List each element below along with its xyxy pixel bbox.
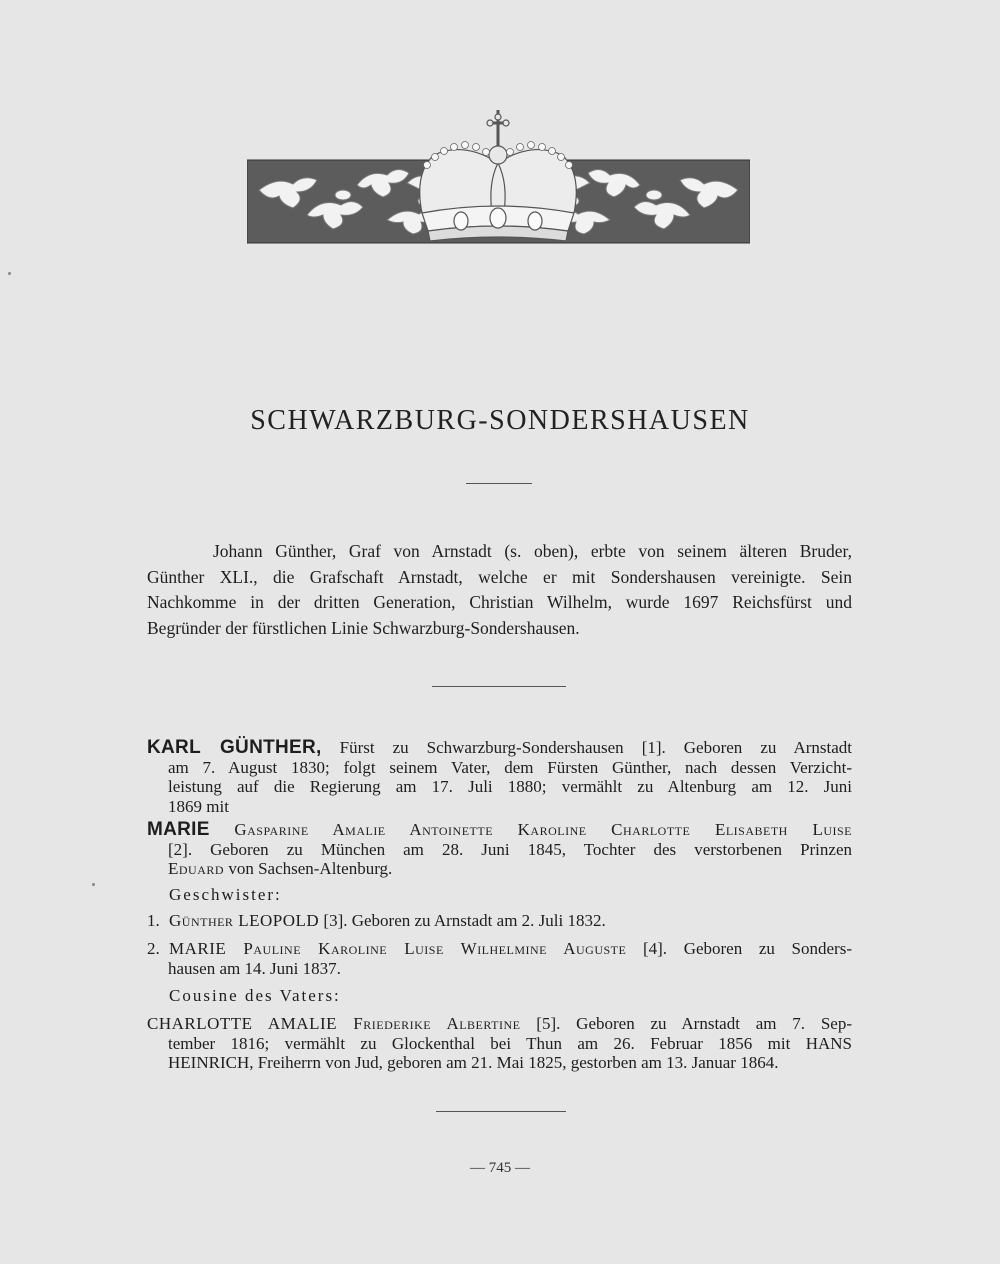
cousin-heading: Cousine des Vaters:: [169, 986, 341, 1005]
title-divider: [466, 483, 532, 484]
page-title: SCHWARZBURG-SONDERSHAUSEN: [250, 405, 750, 436]
entry-text: [2]. Geboren zu München am 28. Juni 1845, Tochter des verstorbenen Prinzen: [168, 839, 852, 859]
entry-text: Fürst zu Schwarzburg-Sondershausen [1]. Geboren zu Arnstadt: [321, 738, 852, 757]
intro-line: Günther XLI., die Grafschaft Arnstadt, welche er mit Sondershausen vereinigte. Sein: [147, 566, 852, 587]
entry-text: Pauline Karoline Luise Wilhelmine Auguste: [226, 939, 627, 958]
entry-charlotte-amalie: [147, 1014, 852, 1073]
entry-name: CHARLOTTE AMALIE: [147, 1014, 338, 1033]
entry-text: 1869 mit: [168, 796, 229, 816]
entry-marie: [147, 820, 852, 879]
entry-text: Eduard: [168, 859, 225, 878]
entry-text: [5]. Geboren zu Arnstadt am 7. Sep-: [520, 1014, 853, 1033]
intro-line: Nachkomme in der dritten Generation, Christian Wilhelm, wurde 1697 Reichsfürst und: [147, 592, 852, 612]
entry-text: [4]. Geboren zu Sonders-: [626, 939, 852, 958]
entry-text: Günther: [169, 911, 234, 930]
intro-line: Johann Günther, Graf von Arnstadt (s. oben), erbte von seinem älteren Bruder,: [213, 541, 852, 561]
paper-speck: [92, 883, 95, 886]
entry-text: LEOPOLD: [233, 911, 320, 930]
entry-text: tember 1816; vermählt zu Glockenthal bei Thun am 26. Februar 1856 mit HANS: [168, 1033, 852, 1053]
entry-text: MARIE: [169, 939, 227, 958]
bottom-divider: [436, 1111, 566, 1112]
entry-text: HEINRICH, Freiherrn von Jud, geboren am 21. Mai 1825, gestorben am 13. Januar 1864.: [168, 1053, 779, 1072]
page-number: — 745 —: [470, 1160, 530, 1176]
entry-text: hausen am 14. Juni 1837.: [168, 958, 341, 978]
item-number: 2.: [147, 939, 160, 958]
paper-speck: [8, 272, 11, 275]
crown-with-oak-leaves-icon: [247, 105, 750, 247]
siblings-heading: Geschwister:: [169, 885, 282, 904]
entry-karl-guenther: [147, 738, 852, 816]
entry-text: von Sachsen-Altenburg.: [224, 859, 393, 878]
sibling-item: [147, 939, 852, 978]
entry-name: KARL GÜNTHER,: [147, 737, 322, 758]
intro-line: Begründer der fürstlichen Linie Schwarzburg-Sondershausen.: [147, 617, 580, 638]
sibling-item: [147, 911, 852, 931]
crown-ornament: [247, 105, 750, 247]
entry-text: [3]. Geboren zu Arnstadt am 2. Juli 1832.: [319, 911, 606, 930]
entry-text: Gasparine Amalie Antoinette Karoline Charlotte Elisabeth Luise: [209, 820, 852, 839]
item-number: 1.: [147, 911, 160, 930]
entry-text: Friederike Albertine: [337, 1014, 521, 1033]
intro-paragraph: [147, 539, 852, 641]
section-divider: [432, 686, 566, 687]
entry-text: am 7. August 1830; folgt seinem Vater, dem Fürsten Günther, nach dessen Verzicht-: [168, 757, 852, 777]
entry-name: MARIE: [147, 819, 210, 840]
entry-text: leistung auf die Regierung am 17. Juli 1880; vermählt zu Altenburg am 12. Juni: [168, 777, 852, 796]
